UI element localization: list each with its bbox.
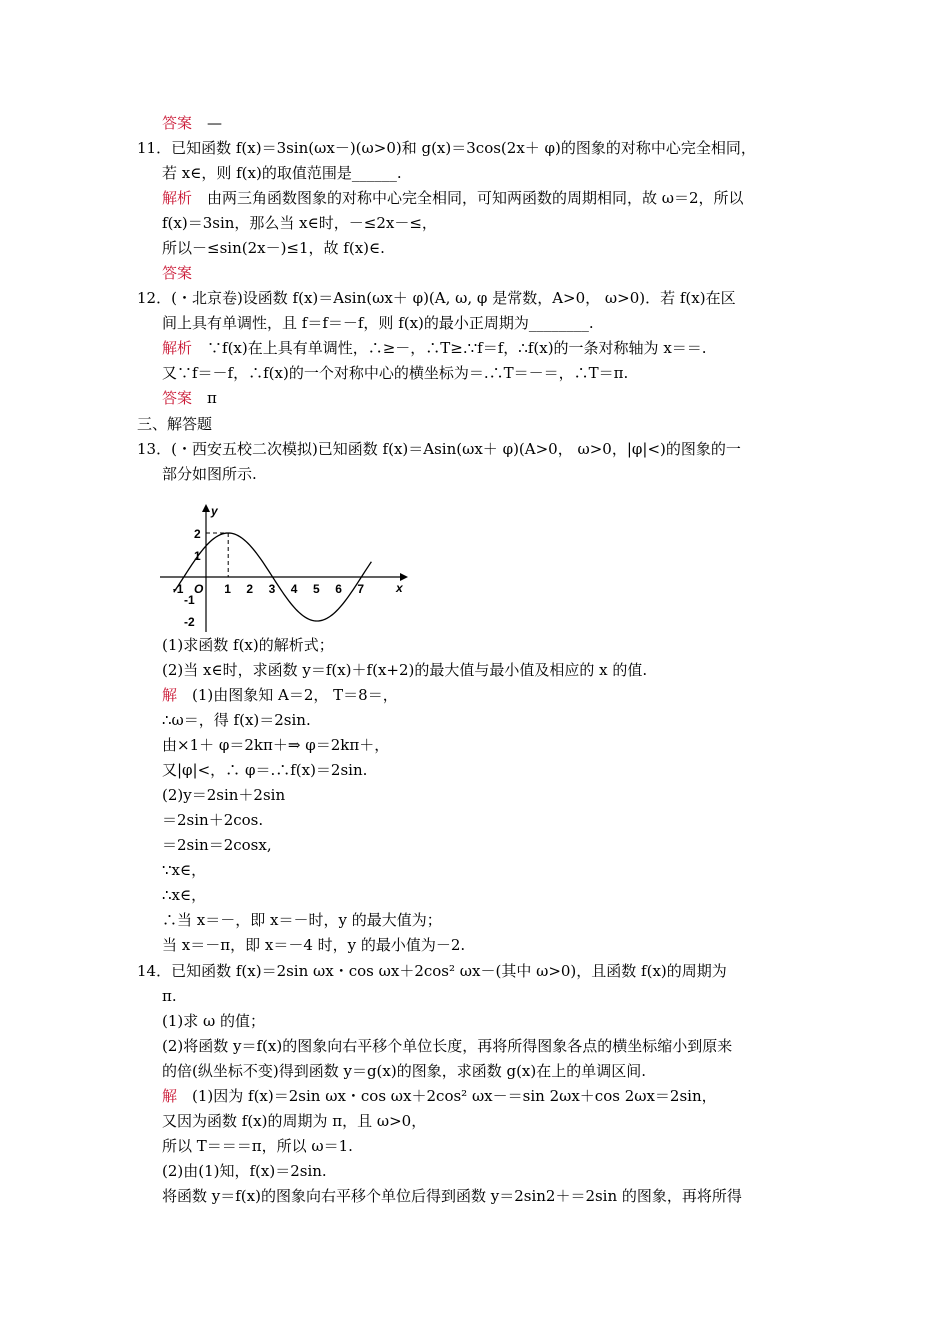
x-axis-label: x xyxy=(396,581,403,595)
line-text: ∴x∈， xyxy=(162,886,207,904)
line-text: 11．已知函数 f(x)＝3sin(ωx－)(ω>0)和 g(x)＝3cos(2x＋ φ)的图象的对称中心完全相同， xyxy=(137,139,756,157)
line-text: — xyxy=(207,114,223,132)
y-tick-label: -1 xyxy=(184,593,195,607)
answer-label: 解 xyxy=(162,686,178,704)
line-text: 三、解答题 xyxy=(137,415,213,433)
text-line xyxy=(162,163,402,183)
text-line xyxy=(137,414,212,434)
line-text: ＝2sin＝2cosx, xyxy=(162,836,272,854)
text-line xyxy=(162,810,263,830)
text-line xyxy=(162,660,647,680)
answer-label: 解 xyxy=(162,1087,178,1105)
text-line xyxy=(162,1186,742,1206)
line-text: π. xyxy=(162,987,177,1005)
sine-graph-figure xyxy=(158,504,408,634)
text-line xyxy=(162,635,334,655)
text-line xyxy=(162,835,272,855)
answer-label: 答案 xyxy=(162,389,193,407)
text-line xyxy=(162,910,442,930)
line-text: 13．(・西安五校二次模拟)已知函数 f(x)＝Asin(ωx＋ φ)(A>0， ω>0，|φ|<)的图象的一 xyxy=(137,440,741,458)
line-text: 14．已知函数 f(x)＝2sin ωx・cos ωx＋2cos² ωx－(其中 ω>0)，且函数 f(x)的周期为 xyxy=(137,962,727,980)
text-line xyxy=(162,986,177,1006)
x-tick-label: 7 xyxy=(357,582,365,596)
line-text: 若 x∈，则 f(x)的取值范围是______. xyxy=(162,164,402,182)
text-line xyxy=(162,1011,265,1031)
line-text: (2)y＝2sin＋2sin xyxy=(162,786,286,804)
x-tick-label: 6 xyxy=(335,582,342,596)
text-line xyxy=(162,263,207,283)
text-line xyxy=(162,238,385,258)
text-line xyxy=(162,313,594,333)
line-text: 又∵f＝－f，∴f(x)的一个对称中心的横坐标为＝.∴T＝－＝，∴T＝π. xyxy=(162,364,629,382)
text-line xyxy=(162,1161,327,1181)
line-text: 间上具有单调性，且 f＝f＝－f，则 f(x)的最小正周期为________. xyxy=(162,314,594,332)
line-text: (1)求函数 f(x)的解析式； xyxy=(162,636,334,654)
x-tick-label: 4 xyxy=(290,582,298,596)
text-line xyxy=(162,388,217,408)
text-line xyxy=(162,1061,646,1081)
line-text: 部分如图所示. xyxy=(162,465,257,483)
text-line xyxy=(162,935,465,955)
answer-label: 解析 xyxy=(162,189,193,207)
x-tick-label: 3 xyxy=(268,582,276,596)
text-line xyxy=(162,213,437,233)
text-line xyxy=(137,138,756,158)
text-line xyxy=(137,439,741,459)
x-tick-label: -1 xyxy=(172,582,184,596)
text-line xyxy=(162,1036,732,1056)
y-axis-label: y xyxy=(211,504,218,518)
answer-label: 答案 xyxy=(162,264,193,282)
text-line xyxy=(162,860,206,880)
text-line xyxy=(162,885,206,905)
text-line xyxy=(162,1086,717,1106)
line-text: 当 x＝－π，即 x＝－4 时，y 的最小值为－2. xyxy=(162,936,466,954)
text-line xyxy=(162,685,398,705)
text-line xyxy=(162,710,311,730)
y-tick-label: 1 xyxy=(194,549,201,563)
answer-label: 答案 xyxy=(162,114,193,132)
text-line xyxy=(162,1136,353,1156)
line-text: 12．(・北京卷)设函数 f(x)＝Asin(ωx＋ φ)(A, ω, φ 是常数，A>0， ω>0)．若 f(x)在区 xyxy=(137,289,736,307)
text-line xyxy=(162,785,285,805)
origin-label: O xyxy=(194,582,204,596)
line-text: (1)因为 f(x)＝2sin ωx・cos ωx＋2cos² ωx－＝sin 2ωx＋cos 2ωx＝2sin， xyxy=(192,1087,717,1105)
line-text: 又因为函数 f(x)的周期为 π，且 ω>0， xyxy=(162,1112,427,1130)
text-line xyxy=(137,961,727,981)
text-line xyxy=(137,288,736,308)
x-tick-label: 5 xyxy=(313,582,320,596)
line-text: f(x)＝3sin，那么当 x∈时，－≤2x－≤， xyxy=(162,214,437,232)
line-text: 的倍(纵坐标不变)得到函数 y＝g(x)的图象，求函数 g(x)在上的单调区间. xyxy=(162,1062,647,1080)
text-line xyxy=(162,464,257,484)
line-text: ∵f(x)在上具有单调性，∴≥－，∴T≥.∵f＝f，∴f(x)的一条对称轴为 x＝＝. xyxy=(207,339,707,357)
line-text: 所以－≤sin(2x－)≤1，故 f(x)∈. xyxy=(162,239,385,257)
text-line xyxy=(162,188,744,208)
y-axis-arrow xyxy=(202,504,210,512)
x-tick-label: 1 xyxy=(224,582,231,596)
line-text: 又|φ|<，∴ φ＝.∴f(x)＝2sin. xyxy=(162,761,368,779)
text-line xyxy=(162,735,389,755)
line-text: π xyxy=(207,389,217,407)
line-text: 由两三角函数图象的对称中心完全相同，可知两函数的周期相同，故 ω＝2，所以 xyxy=(207,189,744,207)
line-text: (1)求 ω 的值； xyxy=(162,1012,266,1030)
text-line xyxy=(162,113,222,133)
text-line xyxy=(162,363,628,383)
line-text: 所以 T＝＝＝π，所以 ω＝1. xyxy=(162,1137,353,1155)
line-text: ＝2sin＋2cos. xyxy=(162,811,264,829)
text-line xyxy=(162,338,707,358)
text-line xyxy=(162,760,367,780)
line-text: (1)由图象知 A＝2， T＝8＝， xyxy=(192,686,398,704)
text-line xyxy=(162,1111,426,1131)
line-text: ∴当 x＝－，即 x＝－时，y 的最大值为； xyxy=(162,911,442,929)
line-text: (2)由(1)知，f(x)＝2sin. xyxy=(162,1162,327,1180)
y-tick-label: 2 xyxy=(194,527,201,541)
line-text: ∵x∈， xyxy=(162,861,207,879)
line-text: (2)将函数 y＝f(x)的图象向右平移个单位长度，再将所得图象各点的横坐标缩小到原来 xyxy=(162,1037,733,1055)
line-text: ∴ω＝，得 f(x)＝2sin. xyxy=(162,711,311,729)
line-text: (2)当 x∈时，求函数 y＝f(x)＋f(x+2)的最大值与最小值及相应的 x 的值. xyxy=(162,661,648,679)
x-axis-arrow xyxy=(400,573,408,581)
line-text: 将函数 y＝f(x)的图象向右平移个单位后得到函数 y＝2sin2＋＝2sin 的图象，再将所得 xyxy=(162,1187,742,1205)
answer-label: 解析 xyxy=(162,339,193,357)
x-tick-label: 2 xyxy=(246,582,254,596)
y-tick-label: -2 xyxy=(184,615,195,629)
line-text: 由×1＋ φ＝2kπ＋⇒ φ＝2kπ＋， xyxy=(162,736,390,754)
